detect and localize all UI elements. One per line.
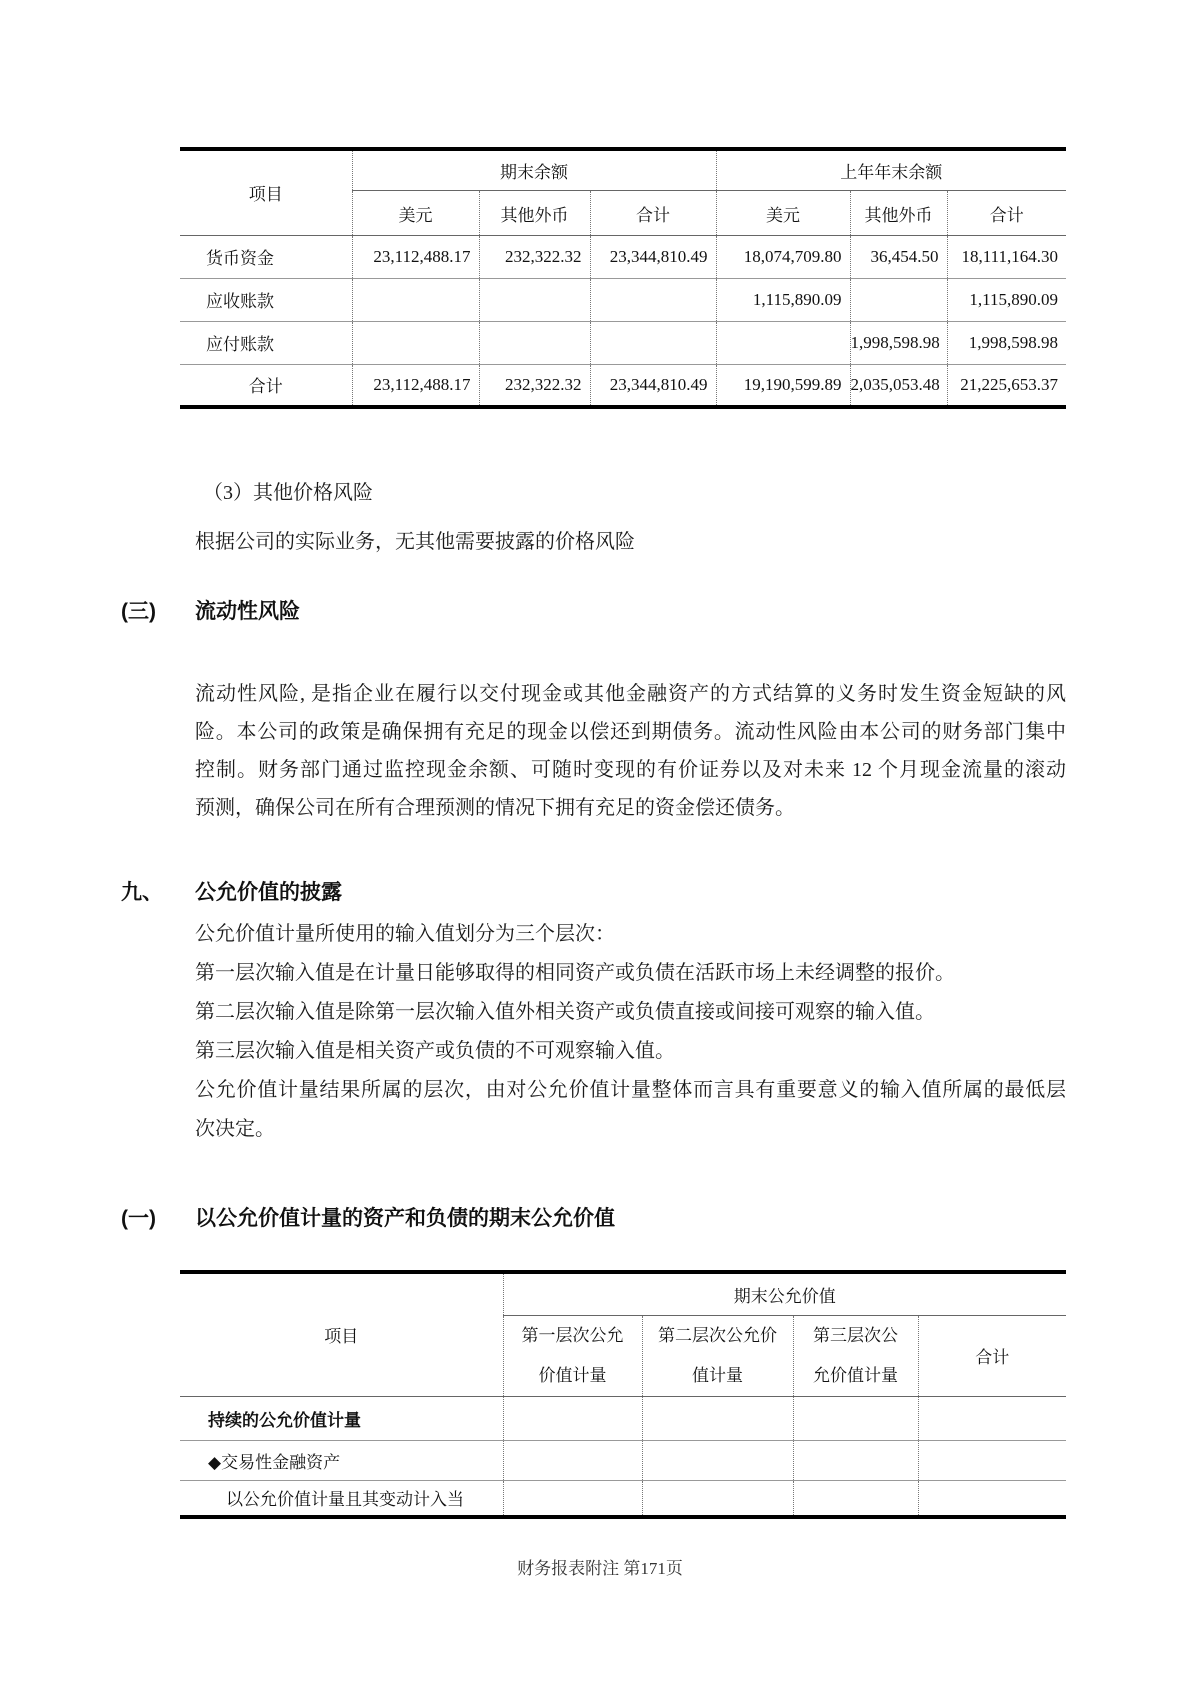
col-header-other-currency: 其他外币 [479,190,590,235]
table-row-continuous-fair-value [180,1396,1066,1440]
paragraph-line: 公允价值计量所使用的输入值划分为三个层次： [195,923,615,945]
col-header-item: 项目 [180,1272,503,1396]
cell-value [918,1480,1066,1517]
paragraph-line: 第二层次输入值是除第一层次输入值外相关资产或负债直接或间接可观察的输入值。 [195,1001,935,1023]
cell-value: 232,322.32 [479,235,590,278]
row-label: 以公允价值计量且其变动计入当 [226,1490,464,1510]
cell-value: 23,112,488.17 [352,364,479,407]
cell-value [590,321,716,364]
section-title: 公允价值的披露 [195,881,342,904]
subheading-other-price-risk: （3）其他价格风险 [203,482,373,504]
cell-value [850,278,947,321]
col-header-level2: 第二层次公允价值计量 [642,1315,793,1396]
paragraph-line: 次决定。 [195,1118,275,1140]
cell-value: 232,322.32 [479,364,590,407]
cell-value: 19,190,599.89 [716,364,850,407]
cell-value: 18,111,164.30 [947,235,1066,278]
row-label: 应付账款 [180,321,352,364]
table-row-measured-at-fair-value [180,1480,1066,1517]
col-header-level1: 第一层次公允价值计量 [503,1315,642,1396]
cell-value: 23,344,810.49 [590,364,716,407]
paragraph-line: 预测，确保公司在所有合理预测的情况下拥有充足的资金偿还债务。 [195,797,795,819]
cell-value: 18,074,709.80 [716,235,850,278]
row-label-total: 合计 [248,377,283,397]
cell-value [642,1440,793,1480]
table-row-accounts-receivable [180,278,1066,321]
cell-value [590,278,716,321]
row-label: 持续的公允价值计量 [180,1396,503,1440]
cell-value: 23,344,810.49 [590,235,716,278]
table-row-trading-financial-assets [180,1440,1066,1480]
section-title: 以公允价值计量的资产和负债的期末公允价值 [195,1207,615,1230]
paragraph-line: 控制。财务部门通过监控现金余额、可随时变现的有价证券以及对未来 12 个月现金流量的滚动 [195,759,1066,781]
section-number: 九、 [121,881,163,904]
cell-value [479,278,590,321]
paragraph-line: 第三层次输入值是相关资产或负债的不可观察输入值。 [195,1040,675,1062]
col-header-total: 合计 [590,190,716,235]
cell-value [479,321,590,364]
cell-value: 1,998,598.98 [850,321,947,364]
col-header-item: 项目 [180,149,352,235]
section-number: (三) [121,600,156,623]
cell-value [642,1480,793,1517]
section-title: 流动性风险 [195,600,300,623]
currency-exposure-table [180,147,1066,409]
page-footer: 财务报表附注 第171页 [517,1559,683,1578]
col-header-usd-prior: 美元 [716,190,850,235]
col-header-usd: 美元 [352,190,479,235]
row-label: 货币资金 [180,235,352,278]
col-group-ending-balance: 期末余额 [352,149,716,190]
paragraph-line: 公允价值计量结果所属的层次，由对公允价值计量整体而言具有重要意义的输入值所属的最低层 [195,1079,1066,1101]
cell-value: 1,115,890.09 [947,278,1066,321]
cell-value [352,278,479,321]
other-price-risk-body: 根据公司的实际业务，无其他需要披露的价格风险 [195,531,635,553]
cell-value [793,1396,918,1440]
cell-value: 2,035,053.48 [850,364,947,407]
paragraph-line: 第一层次输入值是在计量日能够取得的相同资产或负债在活跃市场上未经调整的报价。 [195,962,955,984]
paragraph-line: 流动性风险, 是指企业在履行以交付现金或其他金融资产的方式结算的义务时发生资金短缺的风 [195,683,1066,705]
cell-value [793,1440,918,1480]
cell-value: 1,998,598.98 [947,321,1066,364]
paragraph-line: 险。本公司的政策是确保拥有充足的现金以偿还到期债务。流动性风险由本公司的财务部门集中 [195,721,1066,743]
col-group-ending-fair-value: 期末公允价值 [503,1272,1066,1315]
col-header-total-prior: 合计 [947,190,1066,235]
row-label: ◆交易性金融资产 [180,1440,503,1480]
col-group-prior-year-end-balance: 上年年末余额 [716,149,1066,190]
fair-value-levels-paragraph [195,915,1066,1149]
cell-value [642,1396,793,1440]
cell-value [503,1440,642,1480]
section-heading-fair-value-disclosure [121,880,342,906]
table-row-total [180,364,1066,407]
row-label: 应收账款 [180,278,352,321]
cell-value [793,1480,918,1517]
table-row-accounts-payable [180,321,1066,364]
col-header-level3: 第三层次公允价值计量 [793,1315,918,1396]
section-heading-liquidity-risk [121,599,300,625]
cell-value: 23,112,488.17 [352,235,479,278]
section-number: (一) [121,1207,156,1230]
col-header-other-currency-prior: 其他外币 [850,190,947,235]
col-header-total: 合计 [918,1315,1066,1396]
cell-value [918,1440,1066,1480]
cell-value [503,1480,642,1517]
section-heading-fair-value-assets-liabilities [121,1206,615,1232]
cell-value [716,321,850,364]
cell-value: 36,454.50 [850,235,947,278]
table-row-monetary-funds [180,235,1066,278]
cell-value [918,1396,1066,1440]
cell-value [352,321,479,364]
cell-value: 21,225,653.37 [947,364,1066,407]
liquidity-risk-paragraph [195,675,1066,827]
fair-value-table [180,1270,1066,1519]
cell-value: 1,115,890.09 [716,278,850,321]
cell-value [503,1396,642,1440]
